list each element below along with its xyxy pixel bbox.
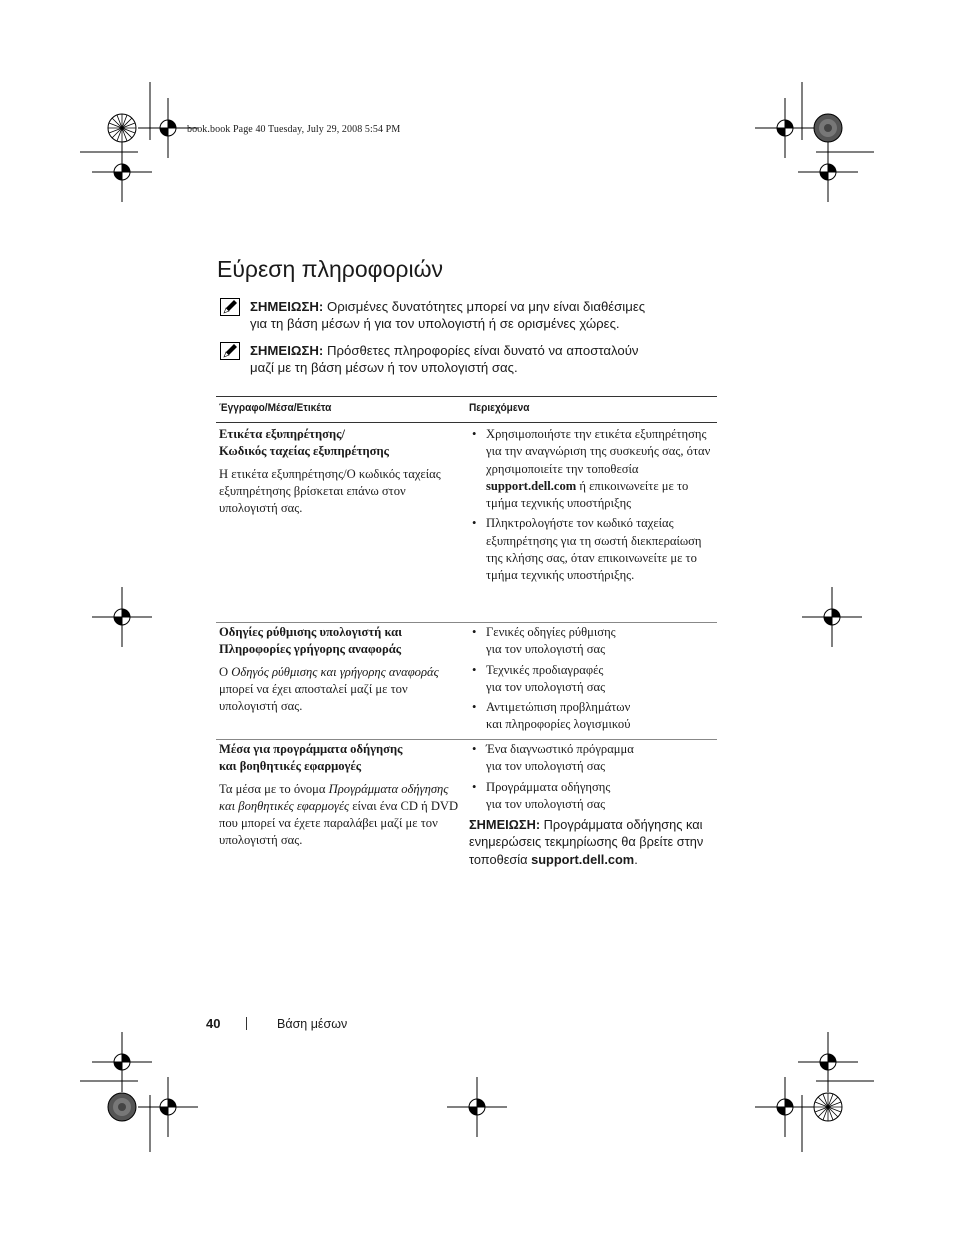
row-heading: Πληροφορίες γρήγορης αναφοράς [219, 642, 402, 657]
print-header: book.book Page 40 Tuesday, July 29, 2008 5:54 PM [187, 124, 401, 135]
table-rule [216, 622, 717, 623]
dark-mark-top-right [814, 114, 842, 142]
cross-mark [92, 1032, 152, 1092]
row-heading: Ετικέτα εξυπηρέτησης/ [219, 427, 345, 441]
table-rule [216, 396, 717, 397]
table-rule [216, 739, 717, 740]
cross-mark [755, 98, 815, 158]
note-text: Ορισμένες δυνατότητες μπορεί να μην είναι διαθέσιμες [323, 299, 646, 314]
cross-mark [447, 1077, 507, 1137]
dark-mark-bottom-left [108, 1093, 136, 1121]
cross-mark [755, 1077, 815, 1137]
page-number: 40 [206, 1016, 221, 1031]
note-label: ΣΗΜΕΙΩΣΗ: [250, 299, 324, 314]
note-text: μαζί με τη βάση μέσων ή τον υπολογιστή σας. [250, 360, 518, 375]
row-heading: Μέσα για προγράμματα οδήγησης [219, 742, 403, 756]
table-row-3-left [219, 741, 464, 850]
list-item: • Γενικές οδηγίες ρύθμισης για τον υπολογιστή σας [469, 624, 719, 659]
star-mark-top-left [108, 114, 136, 142]
row-heading: και βοηθητικές εφαρμογές [219, 759, 362, 774]
list-item: • Τεχνικές προδιαγραφές για τον υπολογιστή σας [469, 662, 719, 697]
list-item: • Αντιμετώπιση προβλημάτων και πληροφορίες λογισμικού [469, 699, 719, 734]
cross-mark [92, 142, 152, 202]
table-row-1-right [469, 426, 719, 588]
table-row-1-left [219, 426, 464, 517]
list-item: • Πληκτρολογήστε τον κωδικό ταχείας εξυπηρέτησης για τη σωστή διεκπεραίωση της κλήσης σας, όταν επικοινωνείτε με το τμήμα τεχνικής υποστήριξης. [469, 515, 719, 584]
row-description: Ο Οδηγός ρύθμισης και γρήγορης αναφοράς μπορεί να έχει αποσταλεί μαζί με τον υπολογιστή σας. [219, 664, 439, 714]
note-1 [220, 298, 670, 332]
cross-mark [138, 1077, 198, 1137]
note-label: ΣΗΜΕΙΩΣΗ: [250, 343, 324, 358]
list-item: • Ένα διαγνωστικό πρόγραμμα για τον υπολογιστή σας [469, 741, 719, 776]
table-row-3-right [469, 741, 719, 868]
row-note: ΣΗΜΕΙΩΣΗ: Προγράμματα οδήγησης και ενημερώσεις τεκμηρίωσης θα βρείτε στην τοποθεσία support.dell.com. [469, 817, 704, 867]
list-item: • Χρησιμοποιήστε την ετικέτα εξυπηρέτησης για την αναγνώριση της συσκευής σας, όταν χρησιμοποιείτε την τοποθεσία support.dell.com ή επικοινωνείτε με το τμήμα τεχνικής υποστήριξης [469, 426, 719, 512]
note-pencil-icon [220, 342, 240, 360]
footer-section: Βάση μέσων [277, 1017, 348, 1031]
table-header-document: Έγγραφο/Μέσα/Ετικέτα [219, 402, 332, 414]
cross-mark [92, 587, 152, 647]
footer-divider [246, 1017, 247, 1030]
row-description: Τα μέσα με το όνομα Προγράμματα οδήγησης και βοηθητικές εφαρμογές είναι ένα CD ή DVD που μπορεί να έχετε παραλάβει μαζί με τον υπολογιστή σας. [219, 781, 459, 848]
note-text: Πρόσθετες πληροφορίες είναι δυνατό να αποσταλούν [323, 343, 639, 358]
list-item: • Προγράμματα οδήγησης για τον υπολογιστή σας [469, 779, 719, 814]
table-row-2-left [219, 624, 464, 715]
table-row-2-right [469, 624, 719, 737]
cross-mark [802, 587, 862, 647]
row-heading: Οδηγίες ρύθμισης υπολογιστή και [219, 625, 403, 639]
support-link-text: support.dell.com [531, 851, 635, 867]
cross-mark [798, 142, 858, 202]
note-text: για τη βάση μέσων ή για τον υπολογιστή ή σε ορισμένες χώρες. [250, 316, 620, 331]
table-header-contents: Περιεχόμενα [469, 402, 530, 414]
row-heading: Κωδικός ταχείας εξυπηρέτησης [219, 444, 389, 459]
star-mark-bottom-right [814, 1093, 842, 1121]
note-2 [220, 342, 670, 376]
page-title: Εύρεση πληροφοριών [217, 256, 444, 282]
row-description: Η ετικέτα εξυπηρέτησης/Ο κωδικός ταχείας εξυπηρέτησης βρίσκεται επάνω στον υπολογιστή σας. [219, 466, 441, 516]
table-rule [216, 422, 717, 423]
cross-mark [798, 1032, 858, 1092]
support-link-text: support.dell.com [486, 478, 577, 493]
note-pencil-icon [220, 298, 240, 316]
